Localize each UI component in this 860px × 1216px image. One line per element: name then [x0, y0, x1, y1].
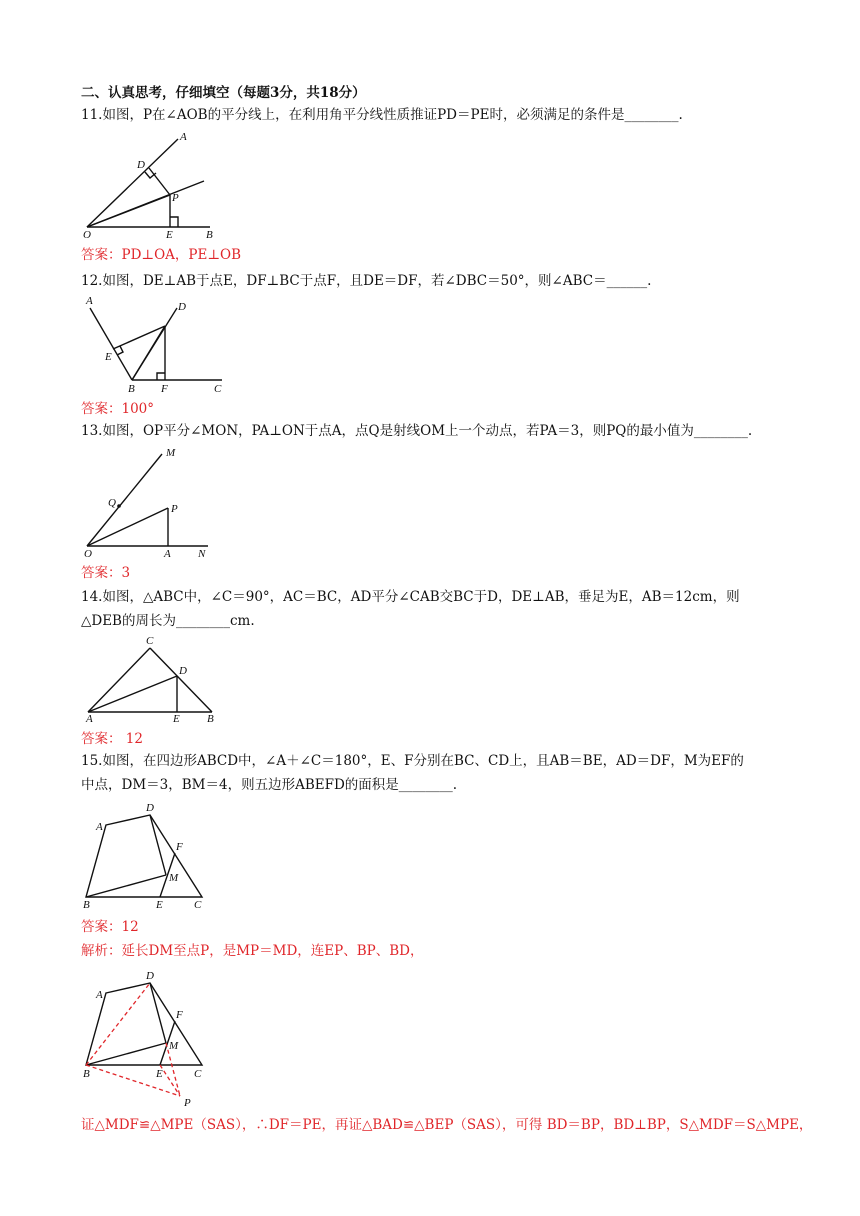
- q13-label-n: N: [198, 548, 206, 560]
- q13-label-p: P: [171, 503, 178, 515]
- q13-label-q: Q: [108, 497, 116, 509]
- q13-label-o: O: [84, 548, 92, 560]
- q11-label-e: E: [166, 229, 173, 241]
- q15-proof: 证△MDF≌△MPE（SAS），∴DF＝PE，再证△BAD≌△BEP（SAS），可得 BD＝BP，BD⊥BP，S△MDF＝S△MPE，: [81, 1117, 813, 1133]
- q15-label-b: B: [83, 899, 90, 911]
- q15-analysis: 解析：延长DM至点P，是MP＝MD，连EP、BP、BD，: [81, 943, 424, 959]
- q12-label-e: E: [105, 351, 112, 363]
- q15-label-a: A: [96, 821, 103, 833]
- q15b-label-m: M: [169, 1040, 179, 1052]
- q11-label-b: B: [206, 229, 213, 241]
- q14-text-line1: 14.如图，△ABC中，∠C＝90°，AC＝BC，AD平分∠CAB交BC于D，DE⊥AB，垂足为E，AB＝12cm，则: [81, 589, 740, 605]
- q11-figure: [82, 128, 212, 240]
- q12-label-a: A: [86, 295, 93, 307]
- q13-text: 13.如图，OP平分∠MON，PA⊥ON于点A，点Q是射线OM上一个动点，若PA＝3，则PQ的最小值为________.: [81, 423, 753, 439]
- q15-label-c: C: [194, 899, 202, 911]
- q15-text-line2: 中点，DM＝3，BM＝4，则五边形ABEFD的面积是________.: [81, 777, 458, 793]
- q15b-label-e: E: [156, 1068, 163, 1080]
- q12-label-f: F: [161, 383, 168, 395]
- q15-analysis-figure: [82, 966, 212, 1110]
- q12-text: 12.如图，DE⊥AB于点E，DF⊥BC于点F，且DE＝DF，若∠DBC＝50°，则∠ABC＝______.: [81, 273, 652, 289]
- q12-figure: [82, 294, 232, 398]
- q15b-label-d: D: [146, 970, 154, 982]
- q13-answer: 答案：3: [81, 565, 131, 581]
- q15-label-f: F: [176, 841, 183, 853]
- q14-text-line2: △DEB的周长为________cm.: [81, 613, 255, 629]
- q13-figure: [82, 444, 216, 562]
- q11-label-a: A: [180, 131, 187, 143]
- q14-label-d: D: [179, 665, 187, 677]
- q15-label-e: E: [156, 899, 163, 911]
- q12-answer: 答案：100°: [81, 401, 155, 417]
- q15b-label-f: F: [176, 1009, 183, 1021]
- q15b-label-b: B: [83, 1068, 90, 1080]
- q14-label-b: B: [207, 713, 214, 725]
- q11-label-d: D: [137, 159, 145, 171]
- q13-label-a: A: [164, 548, 171, 560]
- q14-figure: [82, 634, 222, 726]
- q15b-label-c: C: [194, 1068, 202, 1080]
- q14-label-c: C: [146, 635, 154, 647]
- q15-text-line1: 15.如图，在四边形ABCD中，∠A＋∠C＝180°，E、F分别在BC、CD上，且AB＝BE，AD＝DF，M为EF的: [81, 753, 744, 769]
- q11-label-o: O: [83, 229, 91, 241]
- q15-figure: [82, 800, 212, 912]
- q15b-label-a: A: [96, 989, 103, 1001]
- section-title: 二、认真思考，仔细填空（每题3分，共18分）: [81, 85, 366, 101]
- q12-label-b: B: [128, 383, 135, 395]
- q11-answer: 答案：PD⊥OA，PE⊥OB: [81, 247, 242, 263]
- q12-label-d: D: [178, 301, 186, 313]
- q15-label-m: M: [169, 872, 179, 884]
- q13-label-m: M: [166, 447, 176, 459]
- q11-text: 11.如图，P在∠AOB的平分线上，在利用角平分线性质推证PD＝PE时，必须满足的条件是________.: [81, 107, 683, 123]
- q15-label-d: D: [146, 802, 154, 814]
- q15-answer: 答案：12: [81, 919, 139, 935]
- q12-label-c: C: [214, 383, 222, 395]
- q14-answer: 答案： 12: [81, 731, 143, 747]
- q11-label-p: P: [172, 192, 179, 204]
- q15b-label-p: P: [184, 1097, 191, 1109]
- q14-label-a: A: [86, 713, 93, 725]
- q14-label-e: E: [173, 713, 180, 725]
